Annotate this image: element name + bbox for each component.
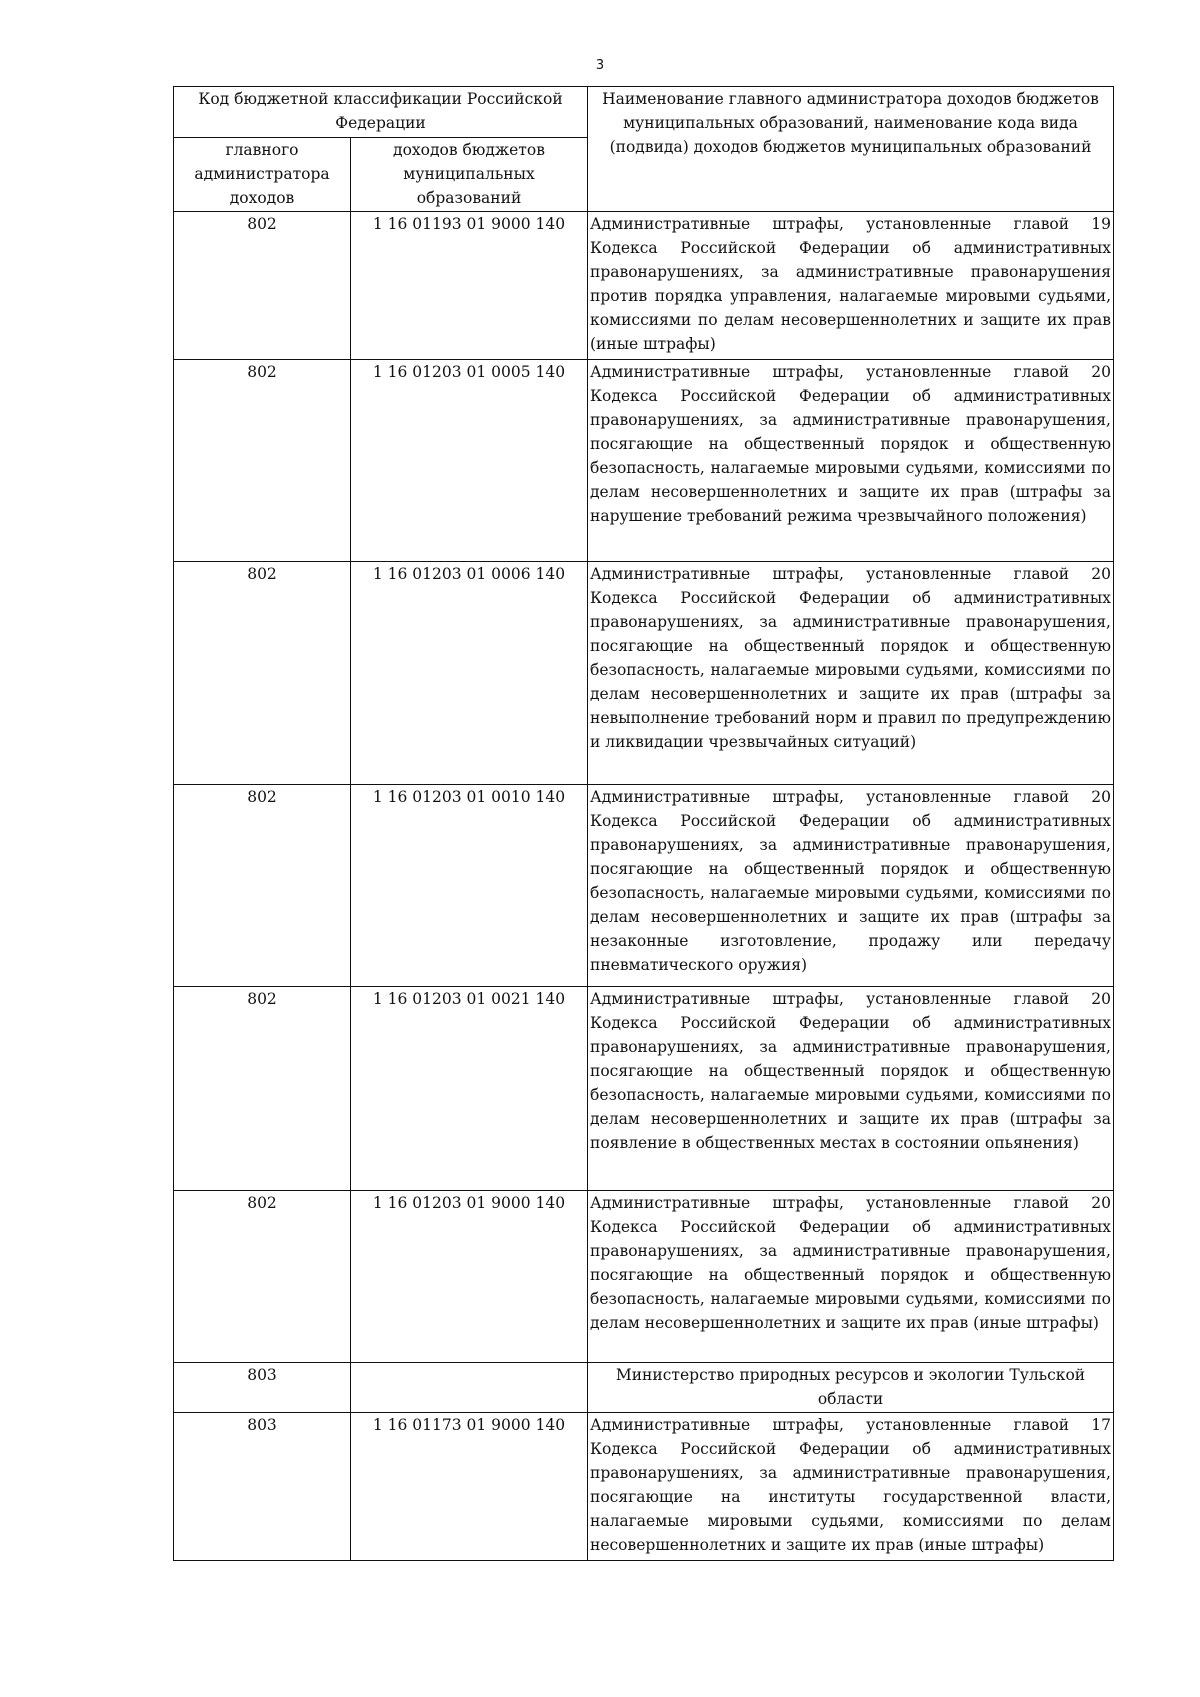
income-code-cell: 1 16 01203 01 0006 140 — [351, 562, 588, 785]
administrator-name-cell: Министерство природных ресурсов и экологии Тульской области — [588, 1363, 1114, 1413]
header-income-column: доходов бюджетов муниципальных образований — [351, 138, 588, 212]
budget-classification-table — [173, 86, 1114, 1561]
table-row — [174, 785, 1114, 987]
table-row — [174, 1191, 1114, 1363]
income-code-cell: 1 16 01173 01 9000 140 — [351, 1413, 588, 1561]
admin-code-cell: 802 — [174, 562, 351, 785]
admin-code-cell: 802 — [174, 212, 351, 360]
income-name-cell: Административные штрафы, установленные главой 20 Кодекса Российской Федерации об административных правонарушениях, за административные правонарушения, посягающие на общественный порядок и общественную безопасность, налагаемые мировыми судьями, комиссиями по делам несовершеннолетних и защите их прав (штрафы за нарушение требований режима чрезвычайного положения) — [588, 360, 1114, 562]
income-code-cell: 1 16 01203 01 0010 140 — [351, 785, 588, 987]
income-name-cell: Административные штрафы, установленные главой 20 Кодекса Российской Федерации об административных правонарушениях, за административные правонарушения, посягающие на общественный порядок и общественную безопасность, налагаемые мировыми судьями, комиссиями по делам несовершеннолетних и защите их прав (штрафы за невыполнение требований норм и правил по предупреждению и ликвидации чрезвычайных ситуаций) — [588, 562, 1114, 785]
header-admin-column: главного администратора доходов — [174, 138, 351, 212]
admin-code-cell: 802 — [174, 785, 351, 987]
income-name-cell: Административные штрафы, установленные главой 20 Кодекса Российской Федерации об административных правонарушениях, за административные правонарушения, посягающие на общественный порядок и общественную безопасность, налагаемые мировыми судьями, комиссиями по делам несовершеннолетних и защите их прав (штрафы за незаконные изготовление, продажу или передачу пневматического оружия) — [588, 785, 1114, 987]
income-name-cell: Административные штрафы, установленные главой 17 Кодекса Российской Федерации об административных правонарушениях, за административные правонарушения, посягающие на институты государственной власти, налагаемые мировыми судьями, комиссиями по делам несовершеннолетних и защите их прав (иные штрафы) — [588, 1413, 1114, 1561]
income-code-cell: 1 16 01203 01 0021 140 — [351, 987, 588, 1191]
admin-code-cell: 802 — [174, 1191, 351, 1363]
admin-code-cell: 802 — [174, 987, 351, 1191]
income-name-cell: Административные штрафы, установленные главой 19 Кодекса Российской Федерации об административных правонарушениях, за административные правонарушения против порядка управления, налагаемые мировыми судьями, комиссиями по делам несовершеннолетних и защите их прав (иные штрафы) — [588, 212, 1114, 360]
header-name-column: Наименование главного администратора доходов бюджетов муниципальных образований, наименование кода вида (подвида) доходов бюджетов муниципальных образований — [588, 87, 1114, 212]
table-header-row — [174, 87, 1114, 138]
table-row — [174, 1413, 1114, 1561]
table-row-administrator-heading — [174, 1363, 1114, 1413]
page-number: 3 — [595, 58, 605, 73]
table-row — [174, 562, 1114, 785]
table-row — [174, 212, 1114, 360]
income-code-cell — [351, 1363, 588, 1413]
table-row — [174, 987, 1114, 1191]
table-row — [174, 360, 1114, 562]
income-name-cell: Административные штрафы, установленные главой 20 Кодекса Российской Федерации об административных правонарушениях, за административные правонарушения, посягающие на общественный порядок и общественную безопасность, налагаемые мировыми судьями, комиссиями по делам несовершеннолетних и защите их прав (иные штрафы) — [588, 1191, 1114, 1363]
income-name-cell: Административные штрафы, установленные главой 20 Кодекса Российской Федерации об административных правонарушениях, за административные правонарушения, посягающие на общественный порядок и общественную безопасность, налагаемые мировыми судьями, комиссиями по делам несовершеннолетних и защите их прав (штрафы за появление в общественных местах в состоянии опьянения) — [588, 987, 1114, 1191]
admin-code-cell: 803 — [174, 1363, 351, 1413]
income-code-cell: 1 16 01193 01 9000 140 — [351, 212, 588, 360]
income-code-cell: 1 16 01203 01 9000 140 — [351, 1191, 588, 1363]
income-code-cell: 1 16 01203 01 0005 140 — [351, 360, 588, 562]
header-kbk-group: Код бюджетной классификации Российской Федерации — [174, 87, 588, 138]
admin-code-cell: 802 — [174, 360, 351, 562]
admin-code-cell: 803 — [174, 1413, 351, 1561]
